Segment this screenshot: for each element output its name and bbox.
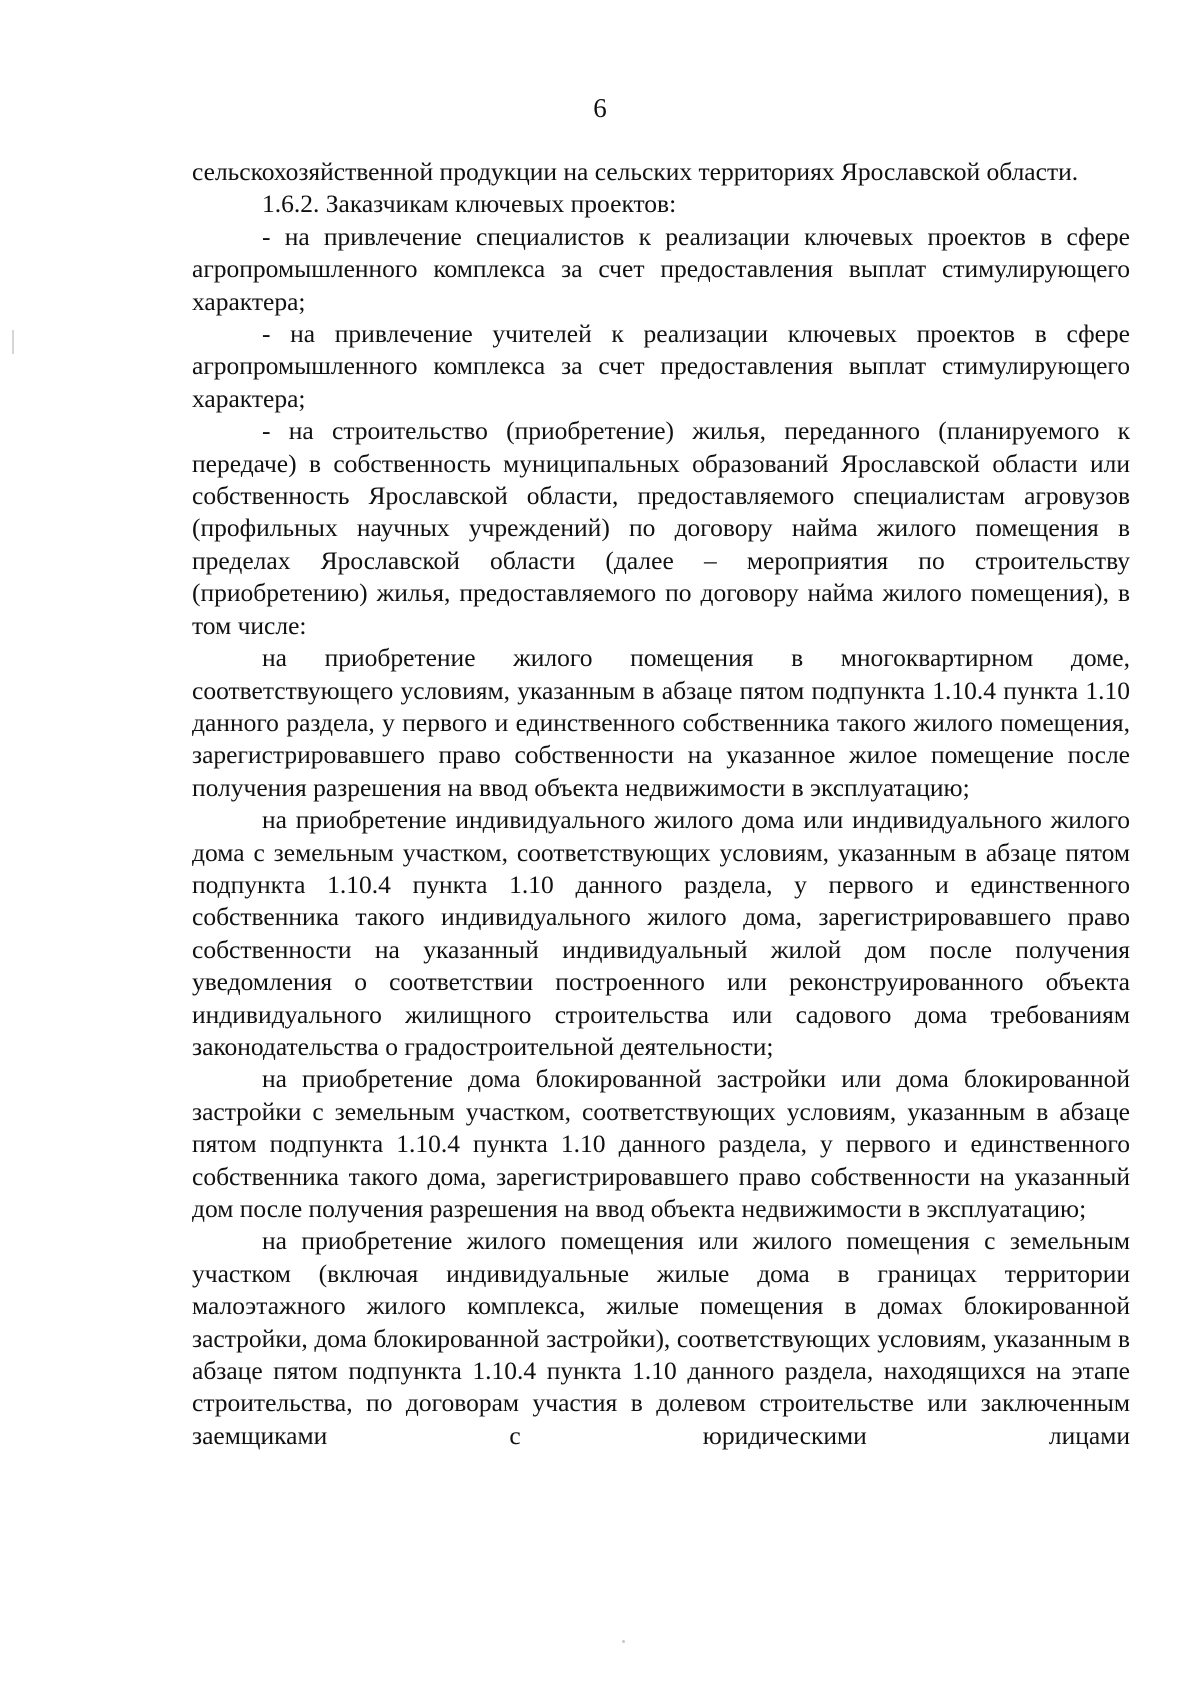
- paragraph-individual-house-purchase: на приобретение индивидуального жилого дома или индивидуального жилого дома с земельным участком, соответствующих условиям, указанным в абзаце пятом подпункта 1.10.4 пункта 1.10 данного раздела, у первого и единственного собственника такого индивидуального жилого дома, зарегистрировавшего право собственности на указанный индивидуальный жилой дом после получения уведомления о соответствии построенного или реконструированного объекта индивидуального жилищного строительства или садового дома требованиям законодательства о градостроительной деятельности;: [192, 805, 1130, 1061]
- paragraph-apartment-purchase: на приобретение жилого помещения в многоквартирном доме, соответствующего условиям, указанным в абзаце пятом подпункта 1.10.4 пункта 1.10 данного раздела, у первого и единственного собственника такого жилого помещения, зарегистрировавшего право собственности на указанное жилое помещение после получения разрешения на ввод объекта недвижимости в эксплуатацию;: [192, 643, 1130, 802]
- paragraph-section-heading: 1.6.2. Заказчикам ключевых проектов:: [262, 189, 677, 219]
- paragraph-specialists: - на привлечение специалистов к реализации ключевых проектов в сфере агропромышленного комплекса за счет предоставления выплат стимулирующего характера;: [192, 221, 1130, 316]
- paragraph-teachers: - на привлечение учителей к реализации ключевых проектов в сфере агропромышленного комплекса за счет предоставления выплат стимулирующего характера;: [192, 319, 1130, 413]
- paragraph-housing-construction: - на строительство (приобретение) жилья, переданного (планируемого к передаче) в собственность муниципальных образований Ярославской области или собственность Ярославской области, предоставляемого специалистам агровузов (профильных научных учреждений) по договору найма жилого помещения в пределах Ярославской области (далее – мероприятия по строительству (приобретению) жилья, предоставляемого по договору найма жилого помещения), в том числе:: [192, 416, 1130, 640]
- paragraph-shared-construction: на приобретение жилого помещения или жилого помещения с земельным участком (включая индивидуальные жилые дома в границах территории малоэтажного жилого комплекса, жилые помещения в домах блокированной застройки, дома блокированной застройки), соответствующих условиям, указанным в абзаце пятом подпункта 1.10.4 пункта 1.10 данного раздела, находящихся на этапе строительства, по договорам участия в долевом строительстве или заключенным заемщиками с юридическими лицами: [192, 1226, 1130, 1450]
- scan-margin-mark: [12, 330, 14, 354]
- page-number: 6: [593, 93, 607, 123]
- paragraph-continuation: сельскохозяйственной продукции на сельских территориях Ярославской области.: [192, 157, 1079, 186]
- scan-dot-mark: [622, 1640, 625, 1643]
- paragraph-blocked-house-purchase: на приобретение дома блокированной застройки или дома блокированной застройки с земельным участком, соответствующих условиям, указанным в абзаце пятом подпункта 1.10.4 пункта 1.10 данного раздела, у первого и единственного собственника такого дома, зарегистрировавшего право собственности на указанный дом после получения разрешения на ввод объекта недвижимости в эксплуатацию;: [192, 1064, 1130, 1223]
- document-body: [192, 156, 1130, 1452]
